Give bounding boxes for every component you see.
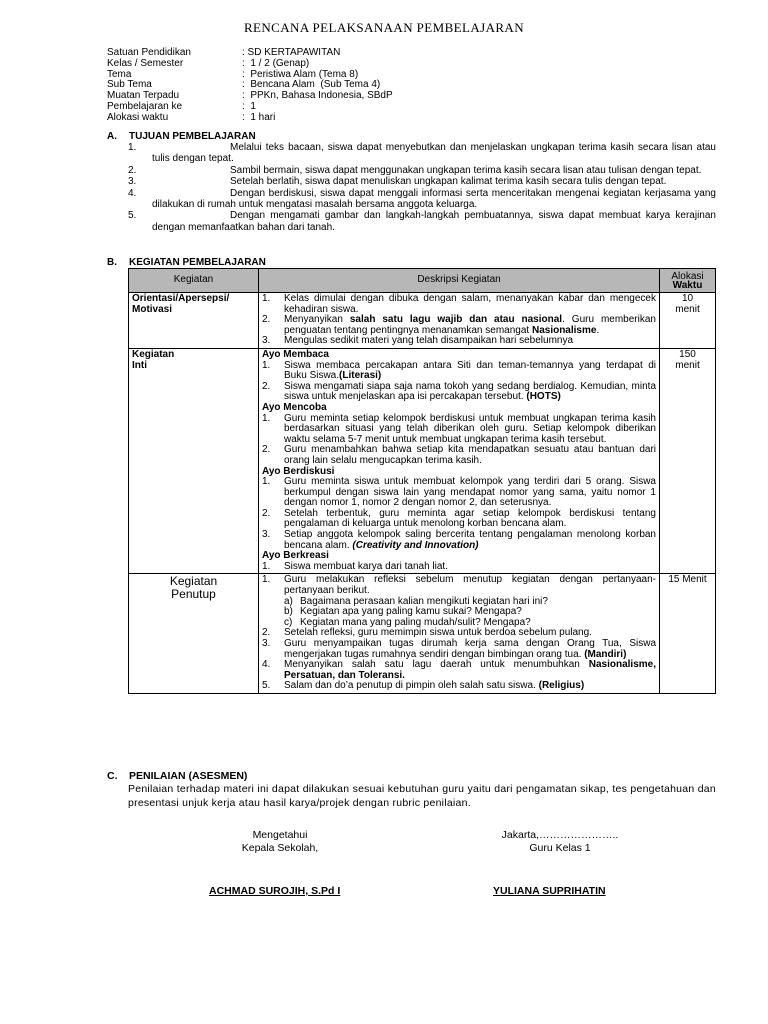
alloc-unit: menit — [675, 359, 700, 371]
stage-label: Orientasi/Apersepsi/ — [132, 293, 230, 304]
signature-left — [220, 829, 340, 855]
step-number: 1. — [262, 476, 271, 488]
objective-text: Dengan berdiskusi, siswa dapat menggali informasi serta menceritakan mengenai kegiatan kerjasama yang dilakukan di rumah untuk mengatasi masalah bersama anggota keluarga. — [152, 187, 716, 211]
desc-orientasi — [259, 293, 660, 349]
signature-left-line1: Mengetahui — [252, 829, 308, 841]
step-number: 2. — [262, 444, 271, 456]
step-bold: Nasionalisme, Persatuan, dan Toleransi. — [284, 659, 656, 681]
subheading-berkreasi: Ayo Berkreasi — [262, 550, 329, 562]
question-letter: a) — [284, 595, 293, 607]
question-text: Bagaimana perasaan kalian mengikuti kegiatan hari ini? — [300, 595, 548, 607]
objective-text: Dengan mengamati gambar dan langkah-langkah pembuatannya, siswa dapat membuat karya kerajinan dengan memanfaatkan bahan dari tanah. — [152, 210, 716, 233]
step-bold: (Literasi) — [339, 370, 382, 382]
step-text: Guru melakukan refleksi sebelum menutup kegiatan dengan pertanyaan-pertanyaan berikut. — [284, 574, 656, 597]
stage-orientasi — [129, 293, 259, 349]
list-item — [262, 509, 656, 530]
header-alokasi — [660, 269, 716, 293]
list-item — [262, 562, 656, 573]
stage-label: Inti — [132, 359, 147, 371]
info-key: Sub Tema — [107, 79, 152, 91]
step-text: Guru menyampaikan tugas dirumah kerja sama dengan Orang Tua, Siswa mengerjakan tugas rumahnya sendiri dengan bimbingan orang tua. — [284, 638, 656, 660]
info-row — [107, 47, 393, 58]
step-bold: (Creativity and Innovation) — [352, 539, 479, 551]
question-letter: c) — [284, 616, 293, 628]
info-value: : Peristiwa Alam (Tema 8) — [242, 68, 359, 80]
step-text: Menyanyikan — [284, 314, 350, 326]
signature-right-line1: Jakarta,………………….. — [501, 829, 619, 841]
info-key: Tema — [107, 68, 132, 80]
step-text: Guru meminta siswa untuk membuat kelompok yang terdiri dari 5 orang. Siswa berkumpul dengan siswa lain yang mendapat nomor yang sama, yaitu nomor 1 dengan nomor 1, nomor 2 dengan nomor 2, dan seterusnya. — [284, 476, 656, 509]
list-item — [262, 681, 656, 692]
document-title: RENCANA PELAKSANAAN PEMBELAJARAN — [243, 20, 525, 35]
section-letter: A. — [107, 131, 117, 142]
step-text: Menyanyikan salah satu lagu daerah untuk menumbuhkan — [284, 659, 580, 671]
list-item — [262, 530, 656, 551]
list-item — [262, 477, 656, 509]
section-c-heading — [107, 771, 247, 782]
step-text: Kelas dimulai dengan dibuka dengan salam, menanyakan kabar dan mengecek kehadiran siswa. — [284, 293, 656, 315]
signature-right-line2: Guru Kelas 1 — [529, 842, 591, 854]
step-number: 5. — [262, 680, 271, 692]
step-bold: (HOTS) — [526, 391, 561, 403]
header-alokasi-line1: Alokasi — [671, 270, 704, 282]
alloc-value: 150 — [679, 348, 696, 360]
info-key: Alokasi waktu — [107, 111, 169, 123]
step-bold: Nasionalisme — [531, 324, 597, 336]
list-item — [262, 660, 656, 681]
table-row-inti — [129, 348, 716, 573]
list-item — [262, 361, 656, 382]
table-row-penutup — [129, 574, 716, 694]
section-title: KEGIATAN PEMBELAJARAN — [129, 257, 266, 268]
objective-text: Melalui teks bacaan, siswa dapat menyebutkan dan menjelaskan ungkapan terima kasih secara lisan atau tulis dengan tepat. — [152, 142, 716, 165]
list-item — [262, 575, 656, 628]
step-number: 1. — [262, 560, 271, 572]
principal-name: ACHMAD SUROJIH, S.Pd I — [209, 885, 341, 897]
info-row — [107, 112, 393, 123]
step-text: Siswa membuat karya dari tanah liat. — [284, 560, 448, 572]
stage-label: Kegiatan — [169, 574, 218, 589]
signature-left-line2: Kepala Sekolah, — [241, 842, 319, 854]
header-alokasi-line2: Waktu — [672, 279, 703, 291]
step-bold: (Mandiri) — [584, 648, 627, 660]
step-text: Siswa mengamati siapa saja nama tokoh yang sedang berdialog. Kemudian, minta siswa untuk menjelaskan apa isi percakapan tersebut. — [284, 380, 656, 403]
step-bold: (Religius) — [538, 680, 585, 692]
info-value: : SD KERTAPAWITAN — [242, 47, 341, 58]
step-number: 3. — [262, 529, 271, 541]
section-title: TUJUAN PEMBELAJARAN — [129, 131, 256, 142]
alloc-unit: menit — [675, 303, 700, 315]
table-row-orientasi — [129, 293, 716, 349]
info-value: : Bencana Alam (Sub Tema 4) — [242, 79, 381, 91]
alloc-value: 10 — [681, 293, 694, 304]
list-item — [262, 639, 656, 660]
info-row — [107, 69, 393, 80]
step-text: Mengulas sedikit materi yang telah disampaikan hari sebelumnya — [284, 335, 574, 347]
info-key: Kelas / Semester — [107, 57, 184, 69]
table-header-row — [129, 269, 716, 293]
section-a-heading — [107, 131, 256, 142]
objective-number: 1. — [128, 142, 137, 153]
step-bold: salah satu lagu wajib dan atau nasional — [349, 314, 563, 326]
subheading-membaca: Ayo Membaca — [262, 348, 329, 360]
question-letter: b) — [284, 606, 293, 618]
desc-inti — [259, 348, 660, 573]
alloc-penutup: 15 Menit — [660, 574, 716, 694]
section-title: PENILAIAN (ASESMEN) — [129, 770, 248, 782]
objective-item — [128, 142, 716, 165]
objectives-list — [128, 142, 716, 233]
step-number: 2. — [262, 380, 271, 392]
step-text: Guru menambahkan bahwa setiap kita mendapatkan sesuatu atau bantuan dari orang lain selalu mengucapkan terima kasih. — [284, 444, 656, 466]
objective-text: Sambil bermain, siswa dapat menggunakan ungkapan terima kasih secara lisan atau tulisan dengan tepat. — [230, 164, 702, 176]
header-deskripsi: Deskripsi Kegiatan — [259, 269, 660, 293]
step-text: . Guru memberikan penguatan tentang pentingnya menanamkan semangat — [284, 314, 656, 336]
teacher-name: YULIANA SUPRIHATIN — [493, 885, 606, 897]
list-item — [262, 414, 656, 446]
list-item — [262, 382, 656, 403]
objective-number: 2. — [128, 164, 137, 176]
list-item — [262, 294, 656, 315]
list-item — [262, 445, 656, 466]
info-key: Pembelajaran ke — [107, 100, 183, 112]
section-b-heading — [107, 257, 266, 268]
desc-penutup — [259, 574, 660, 694]
stage-inti — [129, 348, 259, 573]
section-letter: C. — [107, 770, 118, 782]
step-number: 2. — [262, 507, 271, 519]
info-value: : 1 — [242, 100, 256, 112]
objective-item — [128, 188, 716, 211]
info-value: : PPKn, Bahasa Indonesia, SBdP — [242, 90, 393, 102]
objective-number: 5. — [128, 210, 137, 222]
step-number: 1. — [262, 293, 271, 304]
step-text: Guru meminta setiap kelompok berdiskusi untuk membuat ungkapan terima kasih berdasarkan situasi yang telah diberikan oleh guru. Setiap kelompok diberikan waktu selama 5-7 menit untuk membuat ungkapan terima kasih tersebut. — [284, 412, 656, 445]
stage-label: Motivasi — [132, 303, 173, 315]
step-number: 1. — [262, 412, 271, 424]
activities-table — [128, 268, 716, 694]
step-text: Salam dan do’a penutup di pimpin oleh salah satu siswa. — [284, 680, 536, 692]
objective-item — [128, 165, 716, 176]
info-value: : 1 hari — [242, 111, 276, 123]
info-row — [107, 90, 393, 101]
step-number: 4. — [262, 659, 271, 671]
info-key: Satuan Pendidikan — [107, 47, 191, 58]
step-text: . — [596, 324, 600, 336]
info-row — [107, 58, 393, 69]
section-letter: B. — [107, 257, 117, 268]
alloc-orientasi — [660, 293, 716, 349]
objective-item — [128, 210, 716, 233]
alloc-inti — [660, 348, 716, 573]
subheading-mencoba: Ayo Mencoba — [262, 401, 327, 413]
question-text: Kegiatan apa yang paling kamu sukai? Mengapa? — [300, 606, 522, 618]
list-item — [262, 336, 656, 347]
step-text: Setelah terbentuk, guru meminta agar setiap kelompok berdiskusi tentang pengalaman di keluarga untuk menolong korban bencana alam. — [284, 507, 656, 530]
step-number: 3. — [262, 638, 271, 649]
header-kegiatan: Kegiatan — [129, 269, 259, 293]
info-row — [107, 79, 393, 90]
step-number: 1. — [262, 574, 271, 586]
step-number: 1. — [262, 359, 271, 371]
step-number: 3. — [262, 335, 271, 347]
list-item — [262, 315, 656, 336]
subheading-berdiskusi: Ayo Berdiskusi — [262, 465, 335, 477]
stage-penutup — [129, 574, 259, 694]
info-key: Muatan Terpadu — [107, 90, 180, 102]
step-text: Siswa membaca percakapan antara Siti dan teman-temannya yang terdapat di Buku Siswa. — [284, 359, 656, 382]
objective-text: Setelah berlatih, siswa dapat menuliskan ungkapan kalimat terima kasih secara tulis dengan tepat. — [230, 176, 667, 188]
stage-label: Penutup — [171, 587, 216, 602]
objective-item — [128, 176, 716, 187]
step-text: Setelah refleksi, guru memimpin siswa untuk berdoa sebelum pulang. — [284, 627, 592, 639]
info-block — [107, 47, 393, 123]
step-number: 2. — [262, 314, 271, 326]
stage-label: Kegiatan — [132, 348, 175, 360]
assessment-text: Penilaian terhadap materi ini dapat dilakukan sesuai kebutuhan guru yaitu dari pengamatan sikap, tes pengetahuan dan presentasi unjuk kerja atau hasil karya/projek dengan rubric penilaian. — [128, 783, 716, 809]
objective-number: 4. — [128, 187, 137, 199]
objective-number: 3. — [128, 176, 137, 188]
question-text: Kegiatan mana yang paling mudah/sulit? Mengapa? — [300, 616, 531, 628]
info-row — [107, 101, 393, 112]
signature-right — [480, 829, 640, 855]
step-text: Setiap anggota kelompok saling bercerita tentang pengalaman menolong korban bencana alam. — [284, 529, 656, 551]
step-number: 2. — [262, 627, 271, 639]
info-value: : 1 / 2 (Genap) — [242, 57, 310, 69]
